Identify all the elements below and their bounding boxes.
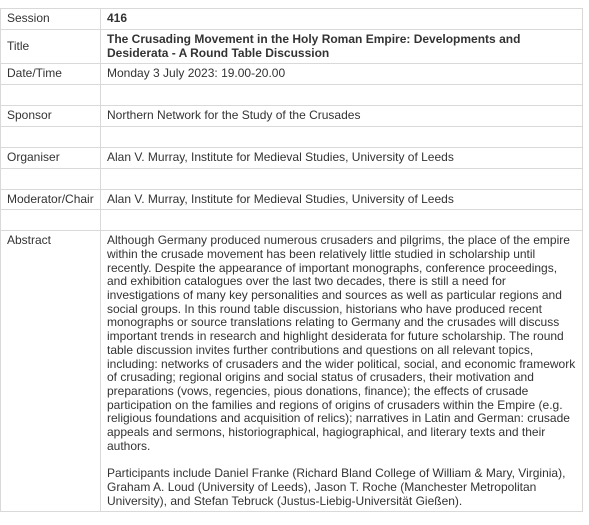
spacer-row: [1, 168, 583, 189]
spacer-row: [1, 126, 583, 147]
organiser-value: Alan V. Murray, Institute for Medieval Studies, University of Leeds: [101, 147, 583, 168]
abstract-label: Abstract: [1, 231, 101, 512]
spacer-row: [1, 210, 583, 231]
sponsor-value: Northern Network for the Study of the Crusades: [101, 106, 583, 127]
title-label: Title: [1, 30, 101, 64]
sponsor-row: [1, 106, 583, 127]
session-row: [1, 9, 583, 30]
title-row: [1, 30, 583, 64]
spacer-cell: [101, 85, 583, 106]
session-details-table: [0, 8, 583, 512]
spacer-cell: [1, 168, 101, 189]
organiser-label: Organiser: [1, 147, 101, 168]
spacer-cell: [1, 85, 101, 106]
abstract-value: [101, 231, 583, 512]
title-value: [101, 30, 583, 64]
session-label: Session: [1, 9, 101, 30]
session-title: The Crusading Movement in the Holy Roman Empire: Developments and Desiderata - A Round Table Discussion: [107, 32, 521, 60]
session-value: [101, 9, 583, 30]
session-number: 416: [107, 11, 128, 25]
spacer-cell: [101, 168, 583, 189]
spacer-cell: [1, 210, 101, 231]
abstract-paragraph: Although Germany produced numerous crusaders and pilgrims, the place of the empire within the crusade movement has been relatively little studied in scholarship until recently. Despite the appearance of important monographs, conference proceedings, and exhibition catalogues over the last two decades, there is still a need for investigations of many key personalities and sources as well as particular regions and social groups. In this round table discussion, historians who have produced recent monographs or source translations relating to Germany and the crusades will discuss important trends in research and highlight desiderata for future scholarship. The round table discussion invites further contributions and questions on all relevant topics, including: networks of crusaders and the wider political, social, and economic framework of crusading; regional origins and social status of crusaders, their motivation and preparations (vows, regencies, pious donations, finance); the effects of crusade participation on the families and regions of origins of crusaders within the Empire (e.g. religious foundations and acquisition of relics); narratives in Latin and German: crusade appeals and sermons, historiographical, hagiographical, and literary texts and their authors.: [107, 233, 576, 453]
abstract-row: [1, 231, 583, 512]
spacer-cell: [101, 126, 583, 147]
moderator-row: [1, 189, 583, 210]
participants-paragraph: Participants include Daniel Franke (Richard Bland College of William & Mary, Virginia), Graham A. Loud (University of Leeds), Jason T. Roche (Manchester Metropolitan University), and Stefan Tebruck (Justus-Liebig-Universität Gießen).: [107, 466, 566, 508]
datetime-row: [1, 64, 583, 85]
spacer-cell: [1, 126, 101, 147]
sponsor-label: Sponsor: [1, 106, 101, 127]
moderator-label: Moderator/Chair: [1, 189, 101, 210]
datetime-value: Monday 3 July 2023: 19.00-20.00: [101, 64, 583, 85]
spacer-row: [1, 85, 583, 106]
spacer-cell: [101, 210, 583, 231]
datetime-label: Date/Time: [1, 64, 101, 85]
moderator-value: Alan V. Murray, Institute for Medieval Studies, University of Leeds: [101, 189, 583, 210]
organiser-row: [1, 147, 583, 168]
